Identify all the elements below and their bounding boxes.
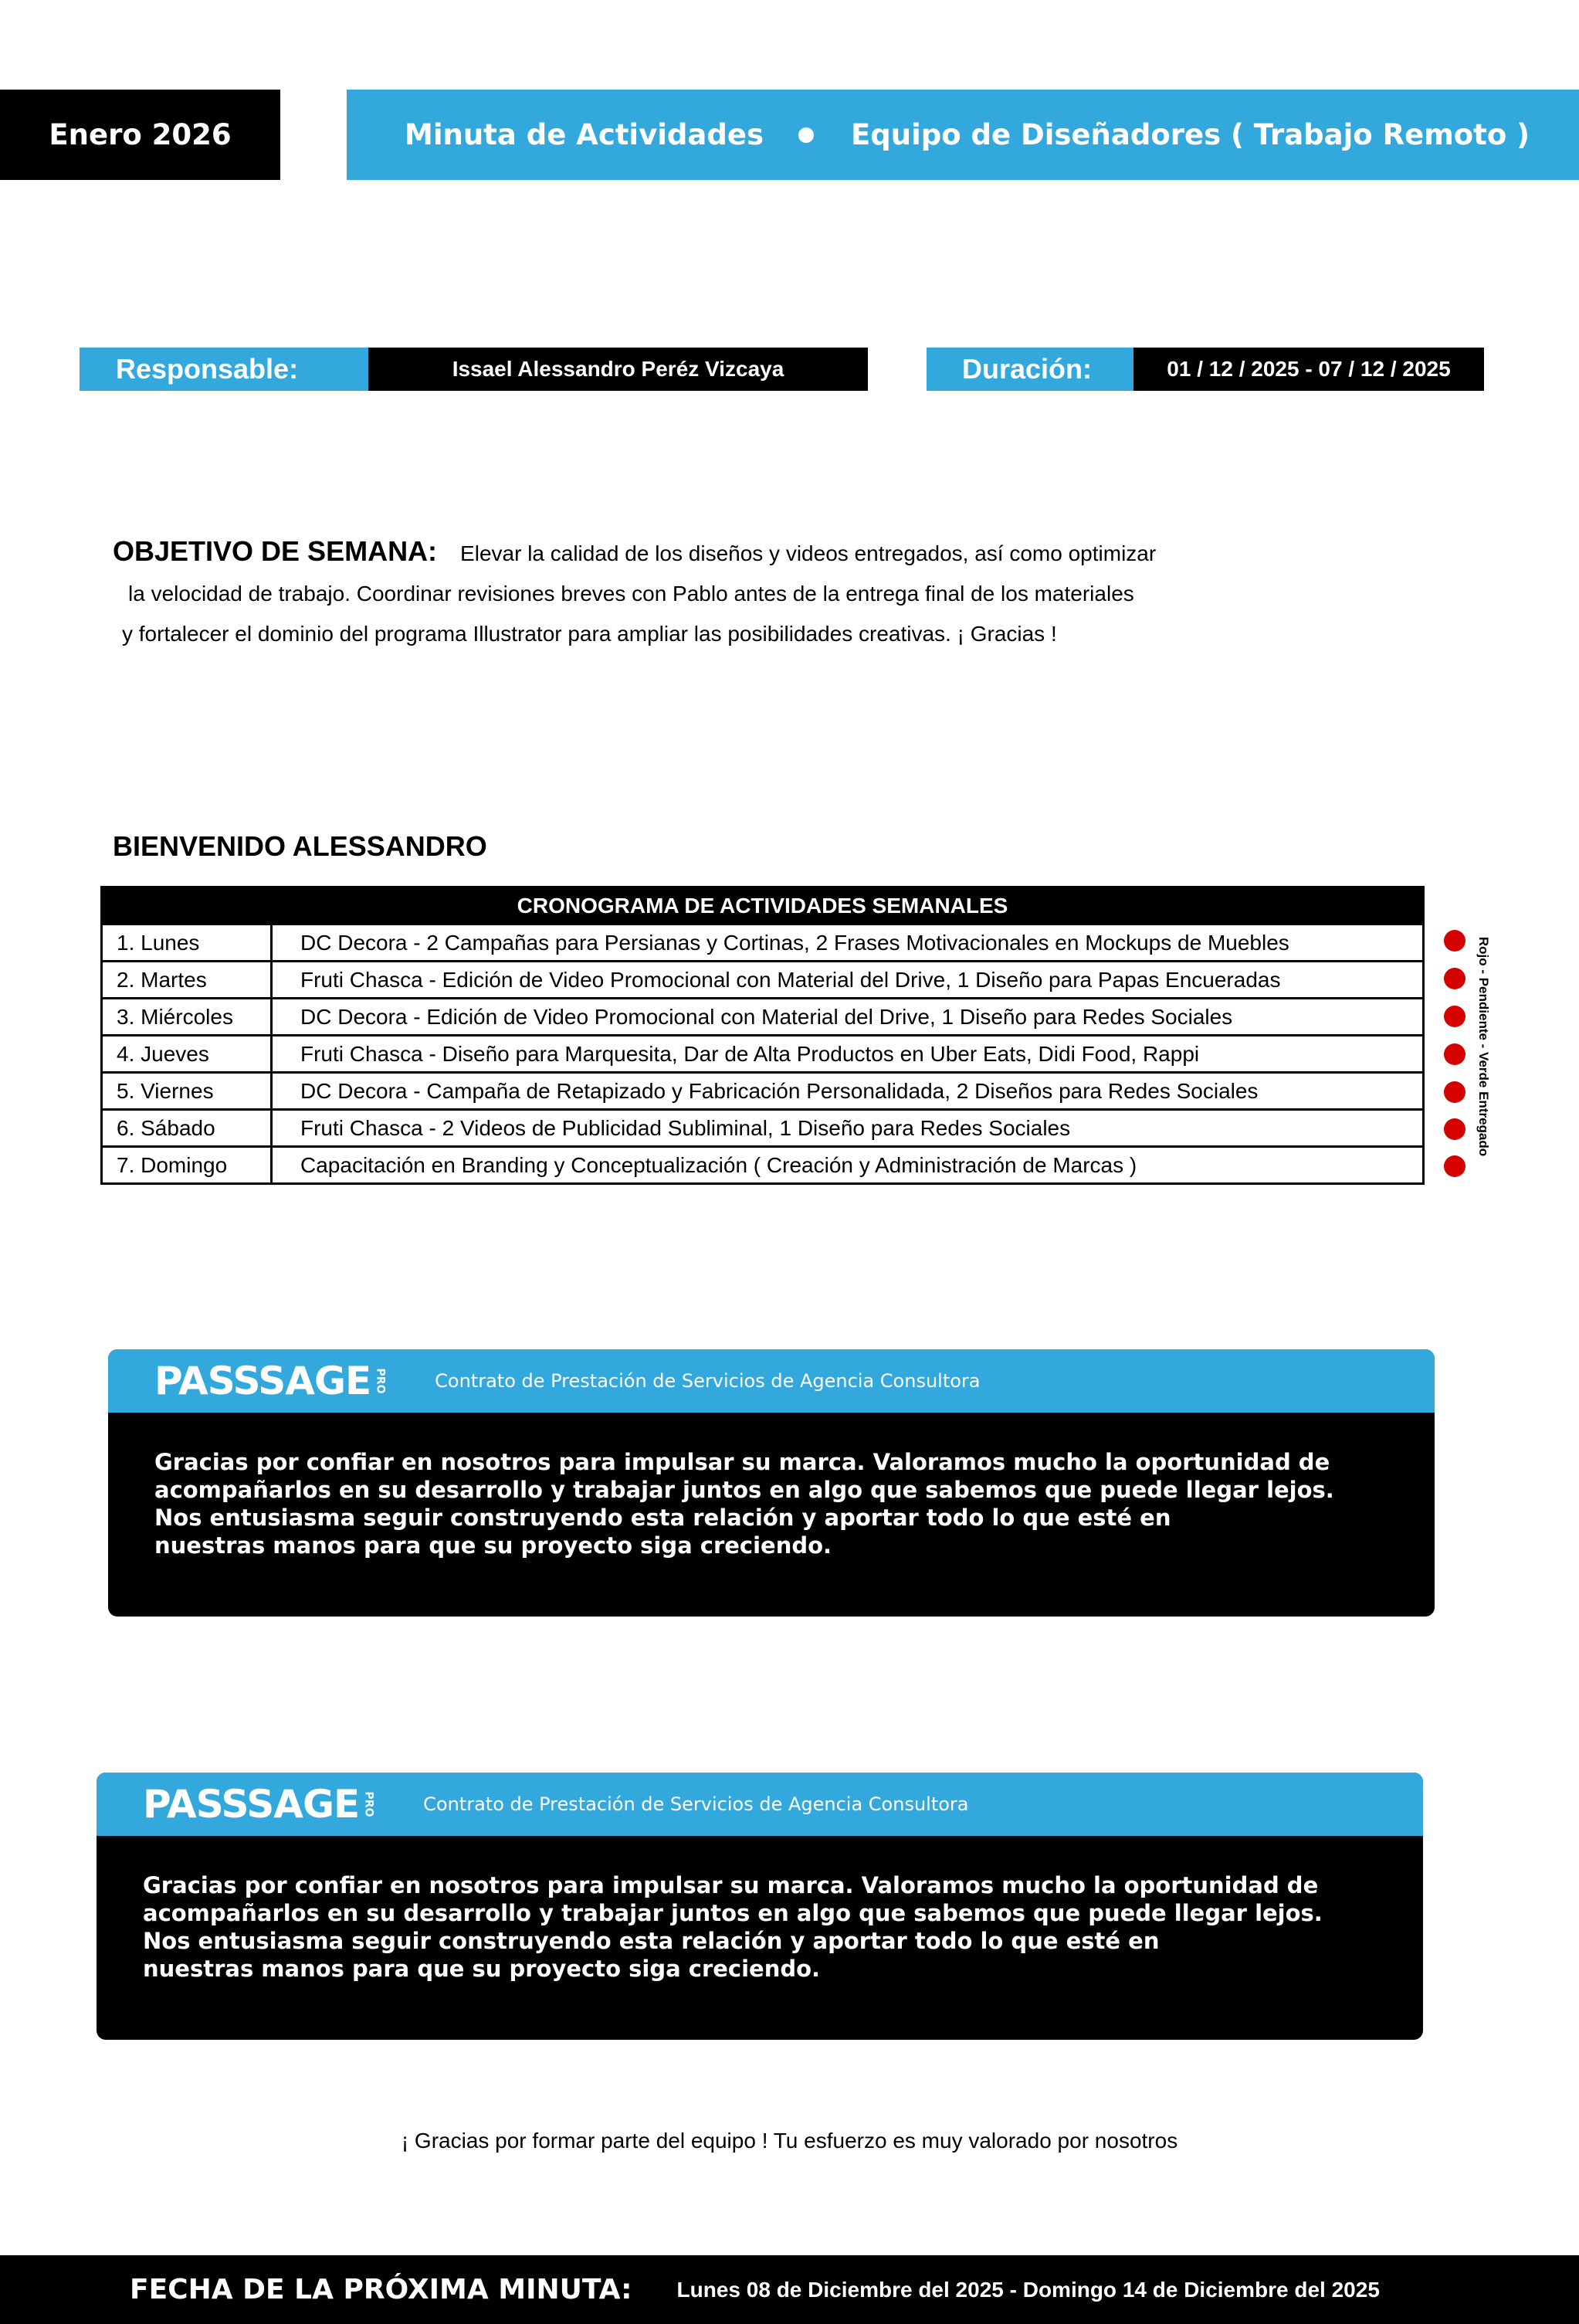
logo-superscript: PRO [362, 1791, 375, 1817]
status-dot-icon [1444, 1081, 1465, 1103]
activity-cell: Fruti Chasca - Edición de Video Promocional con Material del Drive, 1 Diseño para Papas Encueradas [300, 967, 1281, 992]
card-title: Contrato de Prestación de Servicios de Agencia Consultora [435, 1370, 981, 1392]
card-title: Contrato de Prestación de Servicios de Agencia Consultora [423, 1793, 969, 1815]
activity-cell: Capacitación en Branding y Conceptualización ( Creación y Administración de Marcas ) [300, 1152, 1137, 1177]
day-cell: 5. Viernes [103, 1074, 273, 1108]
thanks-message: ¡ Gracias por formar parte del equipo ! Tu esfuerzo es muy valorado por nosotros [401, 2129, 1178, 2153]
schedule-title: CRONOGRAMA DE ACTIVIDADES SEMANALES [103, 888, 1422, 923]
card-header [108, 1349, 1435, 1413]
day-cell: 4. Jueves [103, 1036, 273, 1071]
passage-logo: PASSSAGE [143, 1782, 360, 1827]
card-text-line: Nos entusiasma seguir construyendo esta relación y aportar todo lo que esté en [154, 1505, 1171, 1531]
card-text-line: Nos entusiasma seguir construyendo esta relación y aportar todo lo que esté en [143, 1928, 1160, 1954]
footer-bar [0, 2255, 1579, 2324]
day-cell: 6. Sábado [103, 1111, 273, 1145]
weekly-objective [113, 531, 1348, 654]
objective-line: Elevar la calidad de los diseños y videos entregados, así como optimizar [460, 541, 1157, 565]
table-row [103, 997, 1422, 1034]
passage-card [108, 1349, 1435, 1617]
status-legend-text: Rojo - Pendiente - Verde Entregado [1476, 936, 1491, 1157]
day-cell: 7. Domingo [103, 1148, 273, 1182]
card-text-line: acompañarlos en su desarrollo y trabajar juntos en algo que sabemos que puede llegar lejos. [154, 1477, 1334, 1503]
day-cell: 3. Miércoles [103, 999, 273, 1034]
card-header [97, 1773, 1423, 1836]
welcome-heading: BIENVENIDO ALESSANDRO [113, 830, 487, 862]
schedule-table [100, 886, 1425, 1185]
table-row [103, 1034, 1422, 1071]
table-row [103, 923, 1422, 960]
card-text-line: Gracias por confiar en nosotros para impulsar su marca. Valoramos mucho la oportunidad de [154, 1449, 1330, 1475]
day-cell: 2. Martes [103, 962, 273, 997]
objective-line: y fortalecer el dominio del programa Illustrator para ampliar las posibilidades creativas. ¡ Gracias ! [122, 622, 1057, 646]
card-body [97, 1836, 1423, 1983]
card-body [108, 1413, 1435, 1559]
next-minute-dates: Lunes 08 de Diciembre del 2025 - Domingo 14 de Diciembre del 2025 [676, 2277, 1380, 2302]
activity-cell: DC Decora - 2 Campañas para Persianas y Cortinas, 2 Frases Motivacionales en Mockups de Muebles [300, 930, 1289, 955]
status-dot-icon [1444, 1155, 1465, 1177]
duracion-value: 01 / 12 / 2025 - 07 / 12 / 2025 [1133, 348, 1484, 391]
passage-logo: PASSSAGE [154, 1359, 371, 1403]
card-text-line: acompañarlos en su desarrollo y trabajar juntos en algo que sabemos que puede llegar lejos. [143, 1900, 1323, 1926]
document-title: Minuta de Actividades [405, 118, 764, 151]
status-dot-icon [1444, 968, 1465, 989]
month-label: Enero 2026 [0, 90, 280, 180]
card-text-line: nuestras manos para que su proyecto siga creciendo. [154, 1532, 832, 1559]
objective-heading: OBJETIVO DE SEMANA: [113, 535, 438, 567]
table-row [103, 960, 1422, 997]
header-bar [347, 90, 1579, 180]
activity-cell: DC Decora - Edición de Video Promocional con Material del Drive, 1 Diseño para Redes Sociales [300, 1004, 1233, 1029]
card-text-line: nuestras manos para que su proyecto siga creciendo. [143, 1956, 821, 1982]
status-dot-icon [1444, 1043, 1465, 1065]
logo-superscript: PRO [374, 1368, 387, 1394]
next-minute-label: FECHA DE LA PRÓXIMA MINUTA: [130, 2274, 632, 2305]
status-legend [1468, 911, 1499, 1182]
activity-cell: Fruti Chasca - Diseño para Marquesita, Dar de Alta Productos en Uber Eats, Didi Food, Rappi [300, 1041, 1200, 1066]
day-cell: 1. Lunes [103, 925, 273, 960]
bullet-dot-icon [798, 127, 814, 143]
card-text-line: Gracias por confiar en nosotros para impulsar su marca. Valoramos mucho la oportunidad de [143, 1872, 1319, 1898]
status-dot-icon [1444, 1006, 1465, 1027]
activity-cell: DC Decora - Campaña de Retapizado y Fabricación Personalidada, 2 Diseños para Redes Sociales [300, 1078, 1259, 1103]
status-dot-icon [1444, 1118, 1465, 1140]
activity-cell: Fruti Chasca - 2 Videos de Publicidad Subliminal, 1 Diseño para Redes Sociales [300, 1115, 1071, 1140]
table-row [103, 1108, 1422, 1145]
team-name: Equipo de Diseñadores ( Trabajo Remoto ) [850, 118, 1530, 151]
passage-card [97, 1773, 1423, 2040]
objective-line: la velocidad de trabajo. Coordinar revisiones breves con Pablo antes de la entrega final de los materiales [128, 582, 1134, 606]
status-dot-icon [1444, 930, 1465, 952]
table-row [103, 1145, 1422, 1182]
responsable-value: Issael Alessandro Peréz Vizcaya [368, 348, 868, 391]
duracion-label: Duración: [927, 348, 1133, 391]
responsable-label: Responsable: [80, 348, 368, 391]
table-row [103, 1071, 1422, 1108]
